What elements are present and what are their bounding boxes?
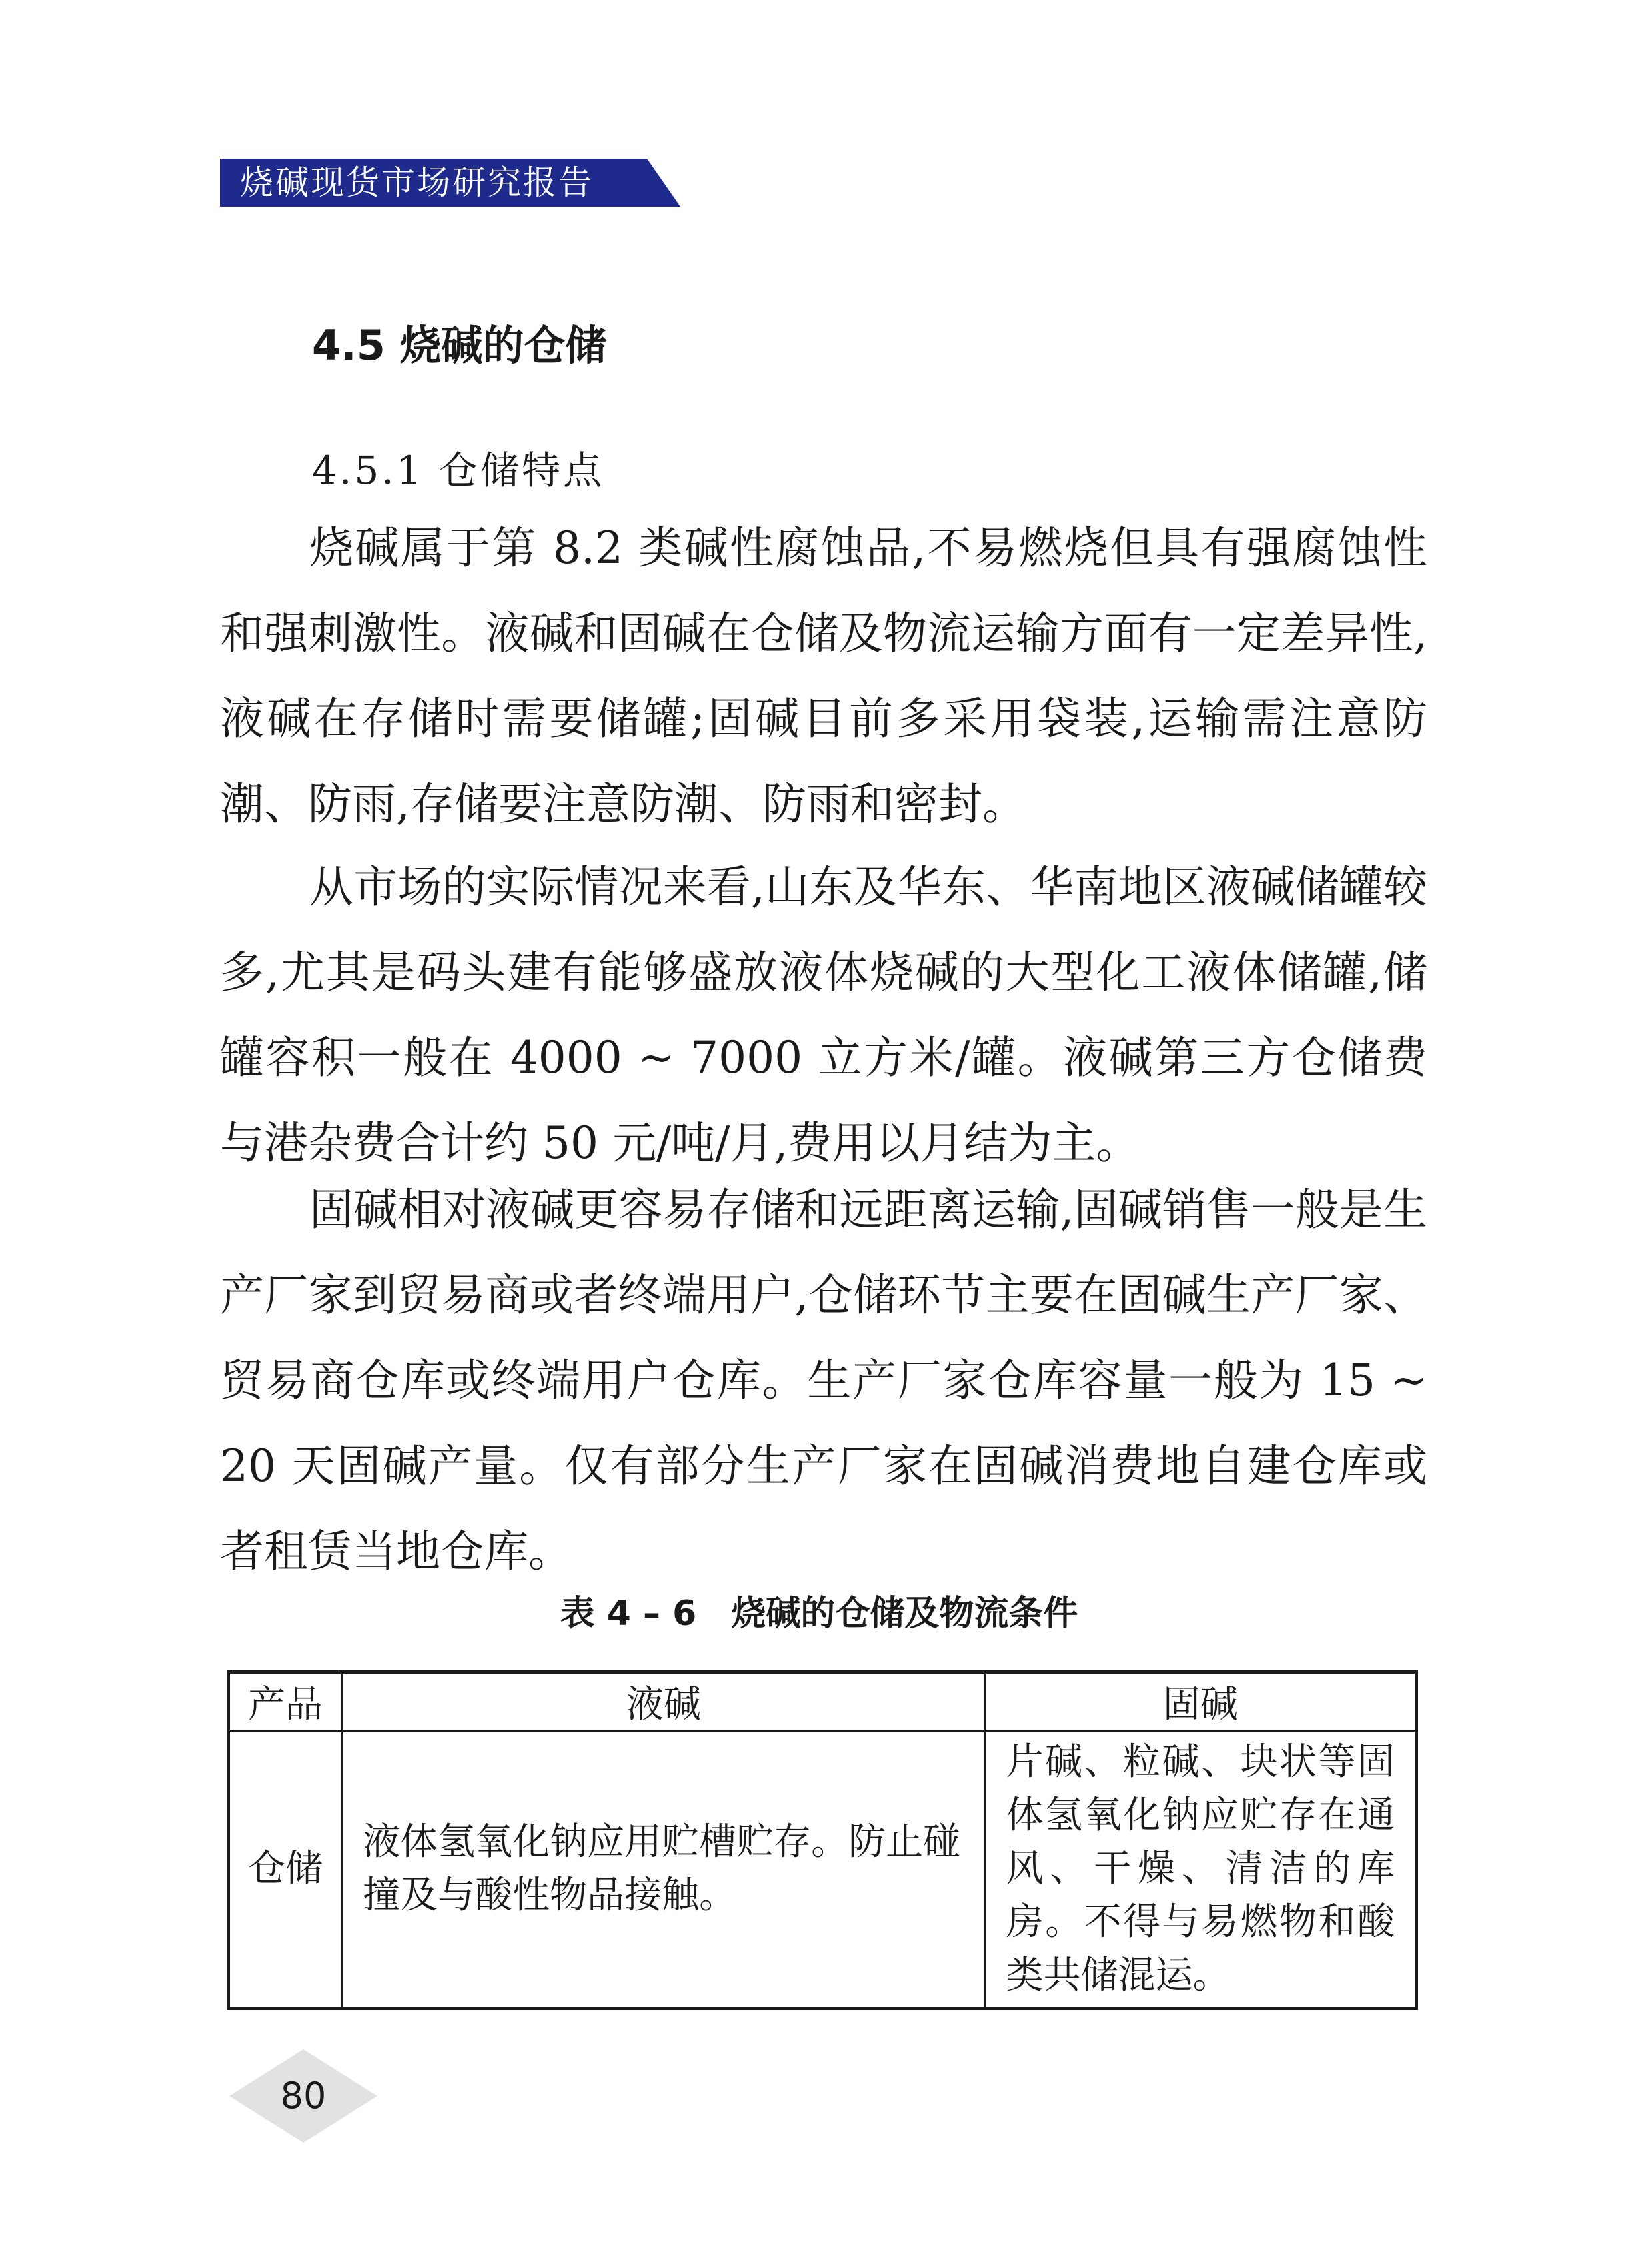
subsection-title: 4.5.1 仓储特点 <box>312 448 605 493</box>
header-banner <box>220 159 680 207</box>
cell-liquid-storage: 液体氢氧化钠应用贮槽贮存。防止碰撞及与酸性物品接触。 <box>342 1731 986 2009</box>
row-label: 仓储 <box>229 1731 342 2009</box>
table-caption: 表 4 – 6 烧碱的仓储及物流条件 <box>560 1594 1078 1634</box>
table-header-row <box>229 1672 1417 1731</box>
table-row <box>229 1731 1417 2009</box>
paragraph: 固碱相对液碱更容易存储和远距离运输,固碱销售一般是生产厂家到贸易商或者终端用户,仓储环节主要在固碱生产厂家、贸易商仓库或终端用户仓库。生产厂家仓库容量一般为 15 ~ 20 天固碱产量。仅有部分生产厂家在固碱消费地自建仓库或者租赁当地仓库。 <box>220 1184 1427 1577</box>
header-solid-alkali: 固碱 <box>985 1672 1416 1731</box>
paragraph: 从市场的实际情况来看,山东及华东、华南地区液碱储罐较多,尤其是码头建有能够盛放液体烧碱的大型化工液体储罐,储罐容积一般在 4000 ~ 7000 立方米/罐。液碱第三方仓储费与港杂费合计约 50 元/吨/月,费用以月结为主。 <box>220 861 1427 1169</box>
page-number-badge <box>227 2047 380 2145</box>
storage-table <box>227 1670 1418 2010</box>
cell-solid-storage: 片碱、粒碱、块状等固体氢氧化钠应贮存在通风、干燥、清洁的库房。不得与易燃物和酸类共储混运。 <box>985 1731 1416 2009</box>
paragraph: 烧碱属于第 8.2 类碱性腐蚀品,不易燃烧但具有强腐蚀性和强刺激性。液碱和固碱在仓储及物流运输方面有一定差异性,液碱在存储时需要储罐;固碱目前多采用袋装,运输需注意防潮、防雨,存储要注意防潮、防雨和密封。 <box>220 522 1427 830</box>
header-title: 烧碱现货市场研究报告 <box>240 163 594 202</box>
header-product: 产品 <box>229 1672 342 1731</box>
section-title: 4.5 烧碱的仓储 <box>312 321 607 370</box>
header-liquid-alkali: 液碱 <box>342 1672 986 1731</box>
page-number: 80 <box>280 2075 327 2117</box>
